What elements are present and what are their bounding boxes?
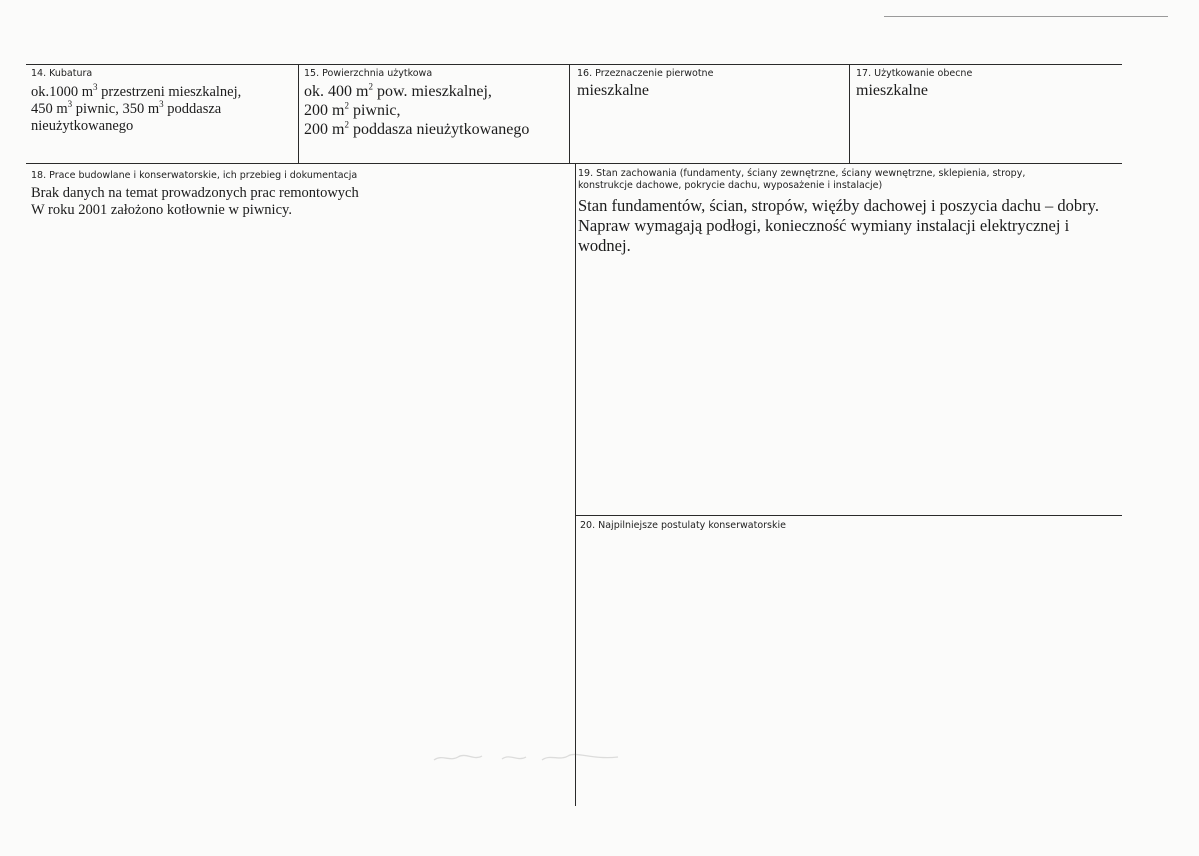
unit-sup: 2 [344, 100, 349, 111]
field-14-line2c: poddasza [163, 101, 222, 117]
field20-top-border [575, 515, 1122, 516]
field-14-line1b: przestrzeni mieszkalnej, [97, 84, 242, 100]
field-18-line2: W roku 2001 założono kotłownie w piwnicy. [31, 202, 292, 218]
divider-18-19 [575, 163, 576, 806]
field-18-line1: Brak danych na temat prowadzonych prac remontowych [31, 185, 359, 201]
field-16-przeznaczenie [577, 68, 845, 100]
field-18-prace [31, 170, 571, 219]
row2-top-border [26, 163, 1122, 164]
field-19-stan-zachowania [578, 168, 1113, 256]
field-17-value: mieszkalne [856, 82, 928, 99]
field-15-value [304, 82, 566, 139]
field-14-line2a: 450 m [31, 101, 68, 117]
field-16-label: 16. Przeznaczenie pierwotne [577, 68, 714, 79]
field-14-line3: nieużytkowanego [31, 118, 134, 134]
field-18-value [31, 185, 571, 219]
field-15-line3a: 200 m [304, 121, 345, 138]
field-20-postulaty [580, 520, 1115, 532]
unit-sup: 2 [344, 119, 349, 130]
unit-sup: 3 [159, 99, 164, 110]
field-14-line1a: ok.1000 m [31, 84, 94, 100]
field-19-label: 19. Stan zachowania (fundamenty, ściany zewnętrzne, ściany wewnętrzne, sklepienia, stropy, konstrukcje dachowe, pokrycie dachu, wyposażenie i instalacje) [578, 168, 1026, 191]
field-14-kubatura [31, 68, 293, 135]
divider-14-15 [298, 64, 299, 163]
field-16-value: mieszkalne [577, 82, 649, 99]
field-15-line2a: 200 m [304, 102, 345, 119]
field-15-line1a: ok. 400 m [304, 83, 369, 100]
field-15-line1b: pow. mieszkalnej, [372, 83, 492, 100]
field-14-value [31, 84, 293, 135]
field-17-uzytkowanie [856, 68, 1118, 100]
field-18-label: 18. Prace budowlane i konserwatorskie, ich przebieg i dokumentacja [31, 170, 358, 181]
field-14-line2b: piwnic, 350 m [72, 101, 160, 117]
field-17-label: 17. Użytkowanie obecne [856, 68, 973, 79]
divider-15-16 [569, 64, 570, 163]
unit-sup: 3 [67, 99, 73, 110]
scan-edge-mark [884, 16, 1168, 17]
field-14-label: 14. Kubatura [31, 68, 93, 79]
unit-sup: 2 [368, 81, 373, 92]
bleed-through-scribble [432, 748, 622, 766]
divider-16-17 [849, 64, 850, 163]
field-15-line3b: poddasza nieużytkowanego [348, 121, 530, 138]
field-15-line2b: piwnic, [348, 102, 401, 119]
field-15-powierzchnia [304, 68, 566, 139]
field-20-label: 20. Najpilniejsze postulaty konserwatorskie [580, 520, 786, 531]
unit-sup: 3 [93, 82, 98, 93]
row1-top-border [26, 64, 1122, 65]
field-15-label: 15. Powierzchnia użytkowa [304, 68, 433, 79]
field-19-value: Stan fundamentów, ścian, stropów, więźby dachowej i poszycia dachu – dobry. Napraw wymagają podłogi, konieczność wymiany instalacji elektrycznej i wodnej. [578, 196, 1099, 255]
